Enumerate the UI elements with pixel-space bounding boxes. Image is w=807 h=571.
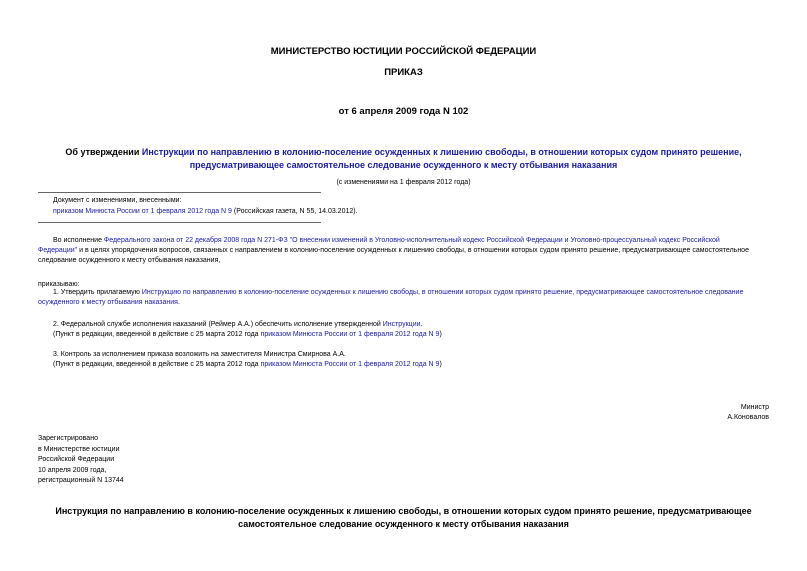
signature-position: Министр [740, 404, 769, 411]
item3-note [53, 360, 442, 371]
item1-line1 [38, 288, 770, 299]
preamble-lead: Во исполнение [53, 237, 104, 244]
order-title [0, 146, 807, 171]
instruction-title-line2: самостоятельное следование осужденного к месту отбывания наказания [238, 518, 569, 529]
instruction-title [0, 505, 807, 530]
federal-law-link-cont[interactable]: Федерации" [38, 247, 78, 254]
item2-text: 2. Федеральной службе исполнения наказаний (Реймер А.А.) обеспечить исполнение утвержденной [53, 321, 383, 328]
divider-bottom [38, 222, 321, 223]
preamble-rest: и в целях упорядочения вопросов, связанных с направлением в колонию-поселение осужденных к лишению свободы, в отношении которых судом принято решение, предусматривающее самостоятельное [77, 247, 749, 254]
item2-line [53, 320, 422, 331]
item1-instruction-link-cont[interactable]: осужденного к месту отбывания наказания [38, 299, 178, 306]
preamble-line2 [38, 246, 770, 257]
item2-note-link[interactable]: приказом Минюста России от 1 февраля 2012 года N 9 [260, 331, 440, 338]
order-heading: ПРИКАЗ [384, 67, 423, 78]
changes-note: (с изменениями на 1 февраля 2012 года) [336, 179, 471, 186]
divider-top [38, 192, 321, 193]
order-date-number: от 6 апреля 2009 года N 102 [338, 106, 469, 117]
registration-block [38, 434, 124, 487]
item1-lead: 1. Утвердить прилагаемую [53, 289, 142, 296]
instruction-link-cont[interactable]: предусматривающее самостоятельное следование осужденного к месту отбывания наказания [189, 159, 618, 170]
item2-end: . [420, 321, 423, 328]
federal-law-link[interactable]: Федерального закона от 22 декабря 2008 года N 271-ФЗ "О внесении изменений в Уголовно-исполнительный кодекс Российской Федерации и Уголовно-процессуальный кодекс Российской [103, 237, 720, 244]
title-prefix: Об утверждении [65, 147, 142, 157]
amendment-source: (Российская газета, N 55, 14.03.2012). [231, 208, 358, 215]
item3-note-lead: (Пункт в редакции, введенной в действие с 25 марта 2012 года [53, 361, 261, 368]
item2-instruction-link[interactable]: Инструкции [382, 321, 421, 328]
item1-line2 [38, 298, 180, 309]
signature-name: А.Коновалов [727, 414, 769, 421]
item2-note-end: ) [439, 331, 442, 338]
item3-note-link[interactable]: приказом Минюста России от 1 февраля 2012 года N 9 [260, 361, 440, 368]
order-word: приказываю: [38, 281, 80, 288]
item1-end: . [177, 299, 180, 306]
item3-line: 3. Контроль за исполнением приказа возложить на заместителя Министра Смирнова А.А. [53, 351, 346, 358]
registration-line: в Министерстве юстиции [38, 445, 120, 453]
registration-line: Зарегистрировано [38, 435, 98, 442]
preamble-line3: следование осужденного к месту отбывания наказания, [38, 257, 221, 264]
item1-instruction-link[interactable]: Инструкцию по направлению в колонию-поселение осужденных к лишению свободы, в отношении которых судом принято решение, предусматривающее самостоятельное следование [141, 289, 744, 296]
amendments-entry [53, 207, 358, 218]
preamble-line1 [38, 236, 770, 247]
registration-line: 10 апреля 2009 года, [38, 466, 107, 474]
item3-note-end: ) [439, 361, 442, 368]
registration-line: регистрационный N 13744 [38, 477, 124, 484]
item2-note [53, 330, 442, 341]
amendment-link[interactable]: приказом Минюста России от 1 февраля 2012 года N 9 [53, 208, 232, 215]
registration-line: Российской Федерации [38, 456, 115, 463]
ministry-heading: МИНИСТЕРСТВО ЮСТИЦИИ РОССИЙСКОЙ ФЕДЕРАЦИИ [270, 46, 537, 57]
item2-note-lead: (Пункт в редакции, введенной в действие с 25 марта 2012 года [53, 331, 261, 338]
instruction-title-line1: Инструкция по направлению в колонию-поселение осужденных к лишению свободы, в отношении которых судом принято решение, предусматривающее [55, 506, 752, 516]
amendments-label: Документ с изменениями, внесенными: [53, 197, 182, 204]
instruction-link[interactable]: Инструкции по направлению в колонию-поселение осужденных к лишению свободы, в отношении которых судом принято решение, [141, 147, 742, 157]
